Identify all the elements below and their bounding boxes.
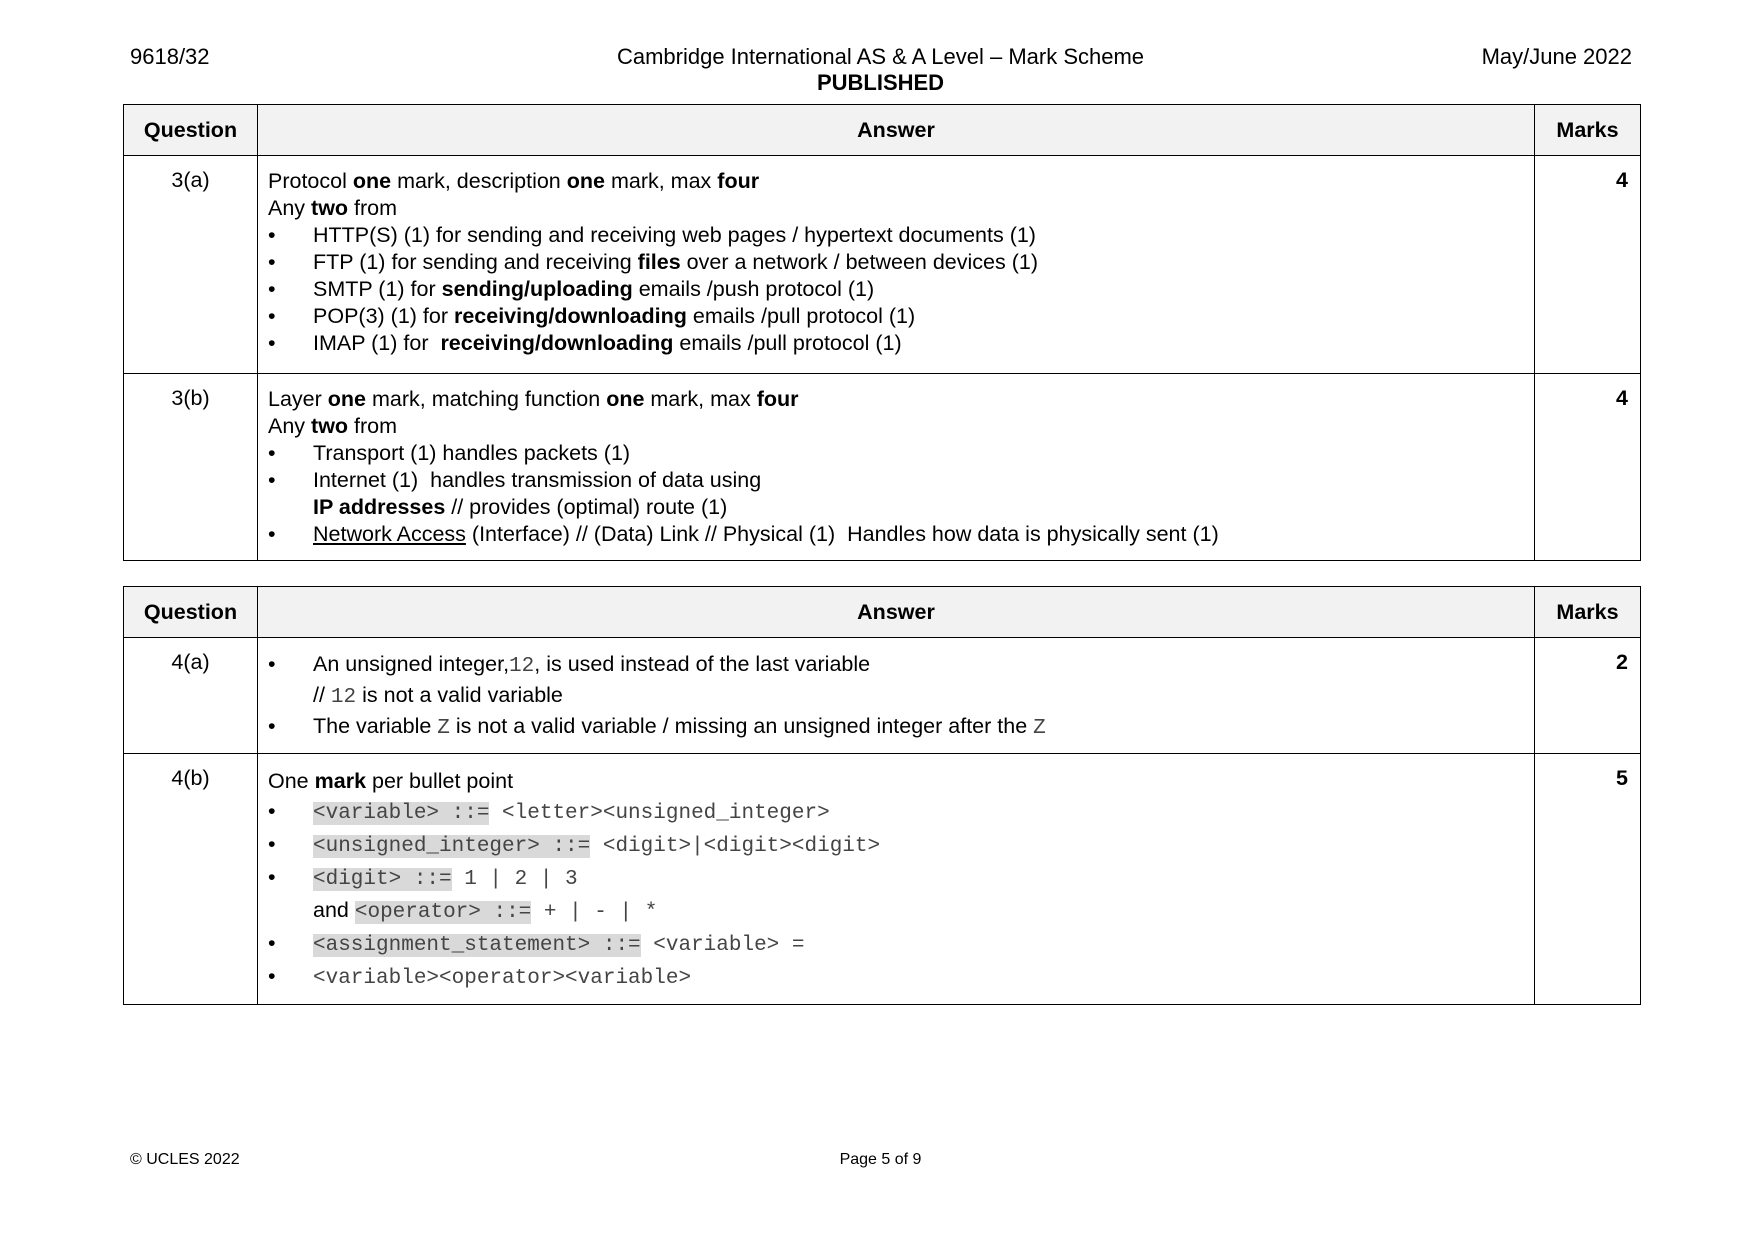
bullet-unsigned-integer-continued: // 12 is not a valid variable xyxy=(313,683,563,709)
question-number: 3(a) xyxy=(124,156,258,374)
mark-scheme-table-q3 xyxy=(123,104,1641,561)
question-number: 3(b) xyxy=(124,374,258,561)
page-number: Page 5 of 9 xyxy=(839,1151,922,1168)
bullet-imap: • IMAP (1) for receiving/downloading emails /pull protocol (1) xyxy=(268,330,1524,357)
answer-intro: Protocol one mark, description one mark, max four xyxy=(268,169,760,193)
marks-value: 2 xyxy=(1535,638,1641,754)
bullet-internet: • Internet (1) handles transmission of data using xyxy=(268,467,1524,494)
table-header-row xyxy=(124,587,1641,638)
bullet-network-access: • Network Access (Interface) // (Data) Link // Physical (1) Handles how data is physically sent (1) xyxy=(268,521,1524,548)
table-header-row xyxy=(124,105,1641,156)
question-number: 4(b) xyxy=(124,754,258,1005)
answer-intro: One mark per bullet point xyxy=(268,769,514,793)
header-marks: Marks xyxy=(1535,587,1641,638)
answer-intro: Layer one mark, matching function one mark, max four xyxy=(268,387,799,411)
bullet-unsigned-integer: • An unsigned integer,12, is used instead of the last variable xyxy=(268,650,1524,681)
bullet-ftp: • FTP (1) for sending and receiving files over a network / between devices (1) xyxy=(268,249,1524,276)
marks-value: 5 xyxy=(1535,754,1641,1005)
bullet-internet-continued: IP addresses // provides (optimal) route (1) xyxy=(313,495,728,519)
answer-cell xyxy=(258,374,1535,561)
header-answer: Answer xyxy=(258,587,1535,638)
answer-cell xyxy=(258,638,1535,754)
bullet-digit-rule: • <digit> ::= 1 | 2 | 3 xyxy=(268,862,1524,895)
bullet-unsigned-integer-rule: • <unsigned_integer> ::= <digit>|<digit><digit> xyxy=(268,829,1524,862)
answer-instruction: Any two from xyxy=(268,414,398,438)
header-question: Question xyxy=(124,587,258,638)
bullet-assignment-rule: • <assignment_statement> ::= <variable> = xyxy=(268,928,1524,961)
exam-session: May/June 2022 xyxy=(1481,44,1632,69)
answer-instruction: Any two from xyxy=(268,196,398,220)
header-answer: Answer xyxy=(258,105,1535,156)
question-number: 4(a) xyxy=(124,638,258,754)
table-row-3a xyxy=(124,156,1641,374)
header-marks: Marks xyxy=(1535,105,1641,156)
table-row-4a xyxy=(124,638,1641,754)
bullet-variable-z: • The variable Z is not a valid variable / missing an unsigned integer after the Z xyxy=(268,712,1524,743)
bullet-operator-rule: and <operator> ::= + | - | * xyxy=(313,898,658,924)
answer-cell xyxy=(258,156,1535,374)
header-question: Question xyxy=(124,105,258,156)
bullet-http: • HTTP(S) (1) for sending and receiving web pages / hypertext documents (1) xyxy=(268,222,1524,249)
answer-cell xyxy=(258,754,1535,1005)
marks-value: 4 xyxy=(1535,156,1641,374)
copyright: © UCLES 2022 xyxy=(130,1151,240,1168)
document-title: Cambridge International AS & A Level – Mark Scheme xyxy=(616,44,1145,69)
bullet-transport: • Transport (1) handles packets (1) xyxy=(268,440,1524,467)
paper-code: 9618/32 xyxy=(130,44,210,69)
table-row-3b xyxy=(124,374,1641,561)
bullet-expression-rule: • <variable><operator><variable> xyxy=(268,961,1524,994)
marks-value: 4 xyxy=(1535,374,1641,561)
bullet-pop3: • POP(3) (1) for receiving/downloading emails /pull protocol (1) xyxy=(268,303,1524,330)
bullet-variable-rule: • <variable> ::= <letter><unsigned_integer> xyxy=(268,796,1524,829)
table-row-4b xyxy=(124,754,1641,1005)
bullet-smtp: • SMTP (1) for sending/uploading emails /push protocol (1) xyxy=(268,276,1524,303)
mark-scheme-table-q4 xyxy=(123,586,1641,1005)
published-label: PUBLISHED xyxy=(816,70,945,95)
